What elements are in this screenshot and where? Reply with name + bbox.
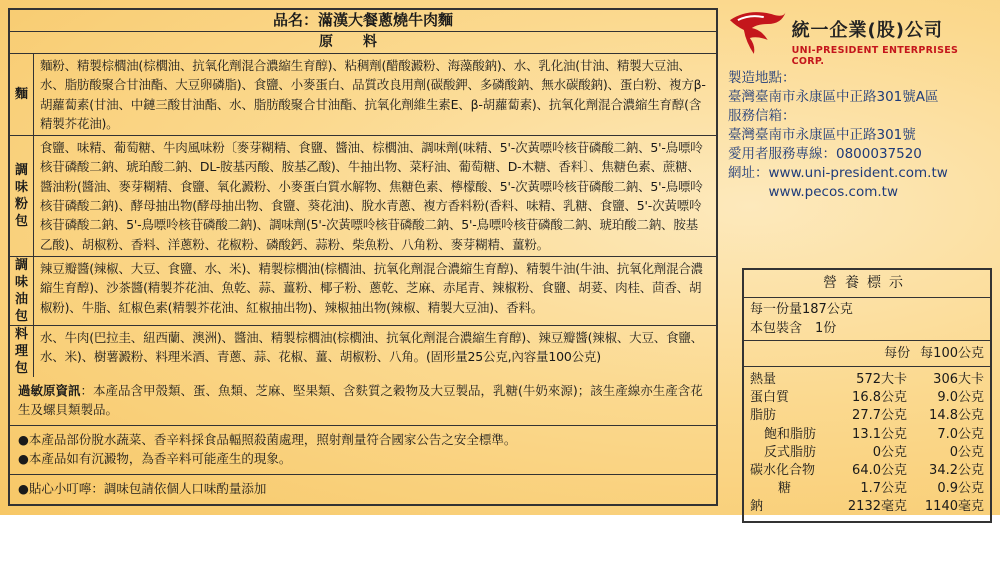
ingredient-section-label-char: 調 [14, 163, 28, 179]
nutrition-facts-table [742, 268, 992, 523]
nutrient-per-100g: 306大卡 [933, 372, 984, 387]
tip-text: ●貼心小叮嚀：調味包請依個人口味酌量添加 [18, 480, 267, 496]
ingredient-section-label [10, 326, 34, 377]
nutrient-name: 飽和脂肪 [764, 426, 817, 442]
col-per-serving: 每份 [884, 346, 911, 361]
nutrient-per-100g: 1140毫克 [924, 499, 984, 515]
nutrient-name: 反式脂肪 [764, 444, 817, 460]
notice-irradiation: ●本產品部份脫水蔬菜、香辛料採食品輻照殺菌處理，照射劑量符合國家公告之安全標準。 [18, 431, 517, 447]
company-name-cn: 統一企業(股)公司 [791, 20, 944, 41]
nutrient-name: 鈉 [750, 499, 764, 515]
ingredient-section-label-char: 麵 [14, 87, 28, 103]
ingredient-text: 辣豆瓣醬(辣椒、大豆、食鹽、水、米)、精製棕櫚油(棕櫚油、抗氧化劑混合濃縮生育醇)、精製牛油(牛油、抗氧化劑混合濃縮生育醇)、沙茶醬(精製芥花油、魚乾、蒜、薑粉、椰子粉、蔥乾、芝麻、赤尾青、辣椒粉、食鹽、胡荽、肉桂、茴香、胡椒粉)、牛脂、紅椒色素(精製芥花油、紅椒抽出物)、辣椒抽出物(辣椒、精製大豆油)、香料。 [40, 260, 703, 315]
nutrition-row [750, 480, 984, 498]
ingredient-section-label-char: 包 [14, 214, 28, 230]
ingredient-section-label-char: 味 [14, 274, 28, 290]
nutrition-serving-info [744, 298, 990, 341]
product-title: 品名：滿漢大餐蔥燒牛肉麵 [10, 10, 716, 32]
ingredient-section-label-char: 粉 [14, 197, 28, 213]
nutrient-per-serving: 572大卡 [856, 372, 907, 387]
nutrition-column-headers [744, 341, 990, 367]
ingredient-text: 麵粉、精製棕櫚油(棕櫚油、抗氧化劑混合濃縮生育醇)、粘稠劑(醋酸澱粉、海藻酸鈉)、水、乳化油(甘油、精製大豆油、水、脂肪酸聚合甘油酯、大豆卵磷脂)、食鹽、小麥蛋白、品質改良用劑(碳酸鉀、多磷酸鈉、無水碳酸鈉)、蛋白粉、複方β-胡蘿蔔素(甘油、中鏈三酸甘油酯、水、脂肪酸聚合甘油酯、抗氧化劑維生素E、β-胡蘿蔔素)、抗氧化劑混合濃縮生育醇(含精製芥花油)。 [40, 58, 706, 131]
notice-sediment: ●本產品如有沉澱物，為香辛料可能產生的現象。 [18, 450, 292, 466]
nutrient-per-100g: 0公克 [949, 444, 984, 460]
ingredient-row [10, 326, 716, 377]
nutrient-per-serving: 0公克 [872, 444, 907, 460]
notices-row [10, 426, 716, 475]
ingredient-section-label-char: 包 [14, 360, 28, 376]
nutrient-per-100g: 34.2公克 [929, 463, 984, 479]
ingredient-row [10, 257, 716, 326]
nutrition-row [750, 371, 984, 389]
nutrient-per-serving: 16.8公克 [852, 390, 907, 406]
ingredient-section-label-char: 調 [14, 257, 28, 273]
ingredient-text: 水、牛肉(巴拉圭、紐西蘭、澳洲)、醬油、精製棕櫚油(棕櫚油、抗氧化劑混合濃縮生育醇)、辣豆瓣醬(辣椒、大豆、食鹽、水、米)、樹薯澱粉、料理米酒、青蔥、蒜、花椒、薑、胡椒粉、八角。(固形量25公克,內容量100公克) [40, 329, 703, 365]
manufacture-location-label: 製造地點： [728, 70, 796, 86]
nutrition-row [750, 389, 984, 407]
ingredients-header: 原料 [10, 32, 716, 54]
nutrient-per-100g: 9.0公克 [937, 390, 984, 406]
service-mailbox: 臺灣臺南市永康區中正路301號 [728, 127, 916, 143]
nutrient-per-100g: 0.9公克 [937, 481, 984, 497]
nutrition-row [750, 426, 984, 444]
nutrition-rows [744, 367, 990, 521]
ingredient-text: 食鹽、味精、葡萄糖、牛肉風味粉〔麥芽糊精、食鹽、醬油、棕櫚油、調味劑(味精、5'-次黃嘌呤核苷磷酸二鈉、5'-鳥嘌呤核苷磷酸二鈉、琥珀酸二鈉、DL-胺基丙酸、胺基乙酸)、牛抽出物、菜籽油、葡萄糖、D-木糖、香料〕、焦糖色素、蔗糖、醬油粉(醬油、麥芽糊精、食鹽、氧化澱粉、小麥蛋白質水解物、焦糖色素、檸檬酸、5'-次黃嘌呤核苷磷酸二鈉、5'-鳥嘌呤核苷磷酸二鈉)、酵母抽出物(酵母抽出物、食鹽、葵花油)、脫水青蔥、複方香料粉(香料、味精、乳糖、食鹽、5'-次黃嘌呤核苷磷酸二鈉、5'-鳥嘌呤核苷磷酸二鈉)、調味劑(5'-次黃嘌呤核苷磷酸二鈉、5'-鳥嘌呤核苷磷酸二鈉、琥珀酸二鈉、胺基乙酸)、胡椒粉、香料、洋蔥粉、花椒粉、磷酸鈣、蒜粉、柴魚粉、八角粉、麥芽糊精、薑粉。 [40, 140, 703, 252]
ingredient-row [10, 136, 716, 257]
company-block [728, 6, 993, 202]
ingredient-section-label-char: 理 [14, 343, 28, 359]
nutrient-per-serving: 64.0公克 [852, 463, 907, 479]
nutrient-per-serving: 2132毫克 [847, 499, 907, 515]
allergen-row [10, 377, 716, 426]
ingredient-row [10, 54, 716, 136]
uni-president-bird-logo-icon [728, 6, 788, 56]
ingredient-section-label [10, 54, 34, 135]
ingredients-table [8, 8, 718, 506]
nutrient-per-100g: 7.0公克 [937, 426, 984, 442]
nutrition-title: 營養標示 [744, 270, 990, 298]
service-mailbox-label: 服務信箱： [728, 108, 796, 124]
website-1: 網址：www.uni-president.com.tw [728, 165, 948, 181]
manufacture-location: 臺灣臺南市永康區中正路301號A區 [728, 89, 939, 105]
nutrient-per-100g: 14.8公克 [929, 408, 984, 424]
ingredient-section-label [10, 257, 34, 325]
company-info [728, 69, 993, 202]
nutrition-row [750, 498, 984, 516]
ingredient-section-label-char: 包 [14, 308, 28, 324]
allergen-text: ：本產品含甲殼類、蛋、魚類、芝麻、堅果類、含麩質之穀物及大豆製品，乳糖(牛奶來源)；該生產線亦生產含花生及螺貝類製品。 [18, 382, 703, 417]
company-name-en: UNI-PRESIDENT ENTERPRISES CORP. [791, 45, 959, 67]
nutrient-per-serving: 13.1公克 [852, 426, 907, 442]
nutrition-row [750, 444, 984, 462]
serving-size: 每一份量187公克 [750, 302, 853, 317]
servings-per-package: 本包裝含 1份 [750, 321, 837, 336]
nutrient-per-serving: 27.7公克 [852, 408, 907, 424]
ingredient-section-label-char: 味 [14, 180, 28, 196]
nutrition-row [750, 462, 984, 480]
tip-row [10, 475, 716, 504]
nutrient-name: 糖 [778, 481, 792, 497]
service-hotline: 愛用者服務專線：0800037520 [728, 146, 922, 162]
nutrient-name: 熱量 [750, 372, 777, 387]
nutrient-name: 脂肪 [750, 408, 777, 424]
col-per-100g: 每100公克 [920, 346, 984, 361]
website-2: www.pecos.com.tw [728, 184, 899, 200]
ingredient-section-label-char: 油 [14, 291, 28, 307]
allergen-title: 過敏原資訊 [18, 382, 81, 398]
company-logo [728, 6, 993, 67]
ingredient-section-label-char: 料 [14, 326, 28, 342]
nutrient-name: 碳水化合物 [750, 463, 816, 479]
nutrient-name: 蛋白質 [750, 390, 790, 406]
ingredient-section-label [10, 136, 34, 256]
nutrient-per-serving: 1.7公克 [860, 481, 907, 497]
nutrition-row [750, 407, 984, 425]
